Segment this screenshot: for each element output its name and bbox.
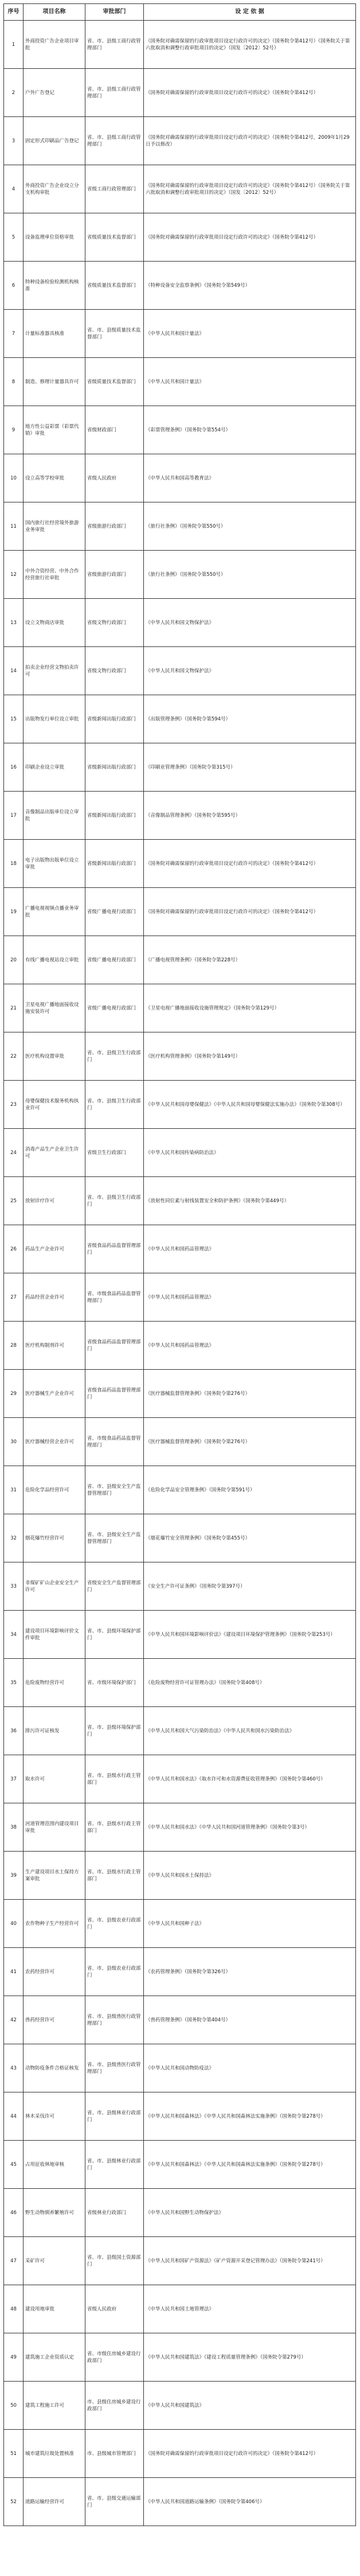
row-dept: 省、市、县级卫生行政部门: [85, 1177, 144, 1225]
row-basis: 《中华人民共和国野生动物保护法》: [144, 2189, 356, 2237]
row-no: 41: [4, 1948, 24, 1996]
row-basis: 《安全生产许可证条例》（国务院令第397号）: [144, 1562, 356, 1611]
row-dept: 省级人民政府: [85, 2285, 144, 2333]
row-dept: 省、市级食品药品监督管理部门: [85, 1273, 144, 1322]
row-basis: 《中华人民共和国环境影响评价法》《建设项目环境保护管理条例》（国务院令第253号）: [144, 1611, 356, 1659]
row-name: 医疗器械生产企业许可: [24, 1370, 85, 1418]
table-row: [4, 262, 356, 310]
row-basis: 《国务院对确需保留的行政审批项目设定行政许可的决定》（国务院令第412号，2009年1月29日予以修改）: [144, 117, 356, 165]
table-row: [4, 1852, 356, 1900]
row-no: 23: [4, 1081, 24, 1129]
row-no: 29: [4, 1370, 24, 1418]
row-no: 2: [4, 69, 24, 117]
row-dept: 省、市、县级卫生行政部门: [85, 1032, 144, 1081]
row-name: 烟花爆竹经营许可: [24, 1514, 85, 1562]
row-dept: 省、市、县级兽医行政管理部门: [85, 1996, 144, 2044]
row-dept: 省级新闻出版行政部门: [85, 695, 144, 743]
row-dept: 省、市、县级国土资源部门: [85, 2237, 144, 2285]
row-no: 19: [4, 888, 24, 936]
row-name: 设立文物商店审批: [24, 599, 85, 647]
row-name: 医疗机构设置审批: [24, 1032, 85, 1081]
row-name: 建筑施工企业资质认定: [24, 2333, 85, 2382]
row-basis: 《中华人民共和国药品管理法》: [144, 1322, 356, 1370]
row-dept: 省、市、县级兽医行政管理部门: [85, 2044, 144, 2092]
row-basis: 《中华人民共和国药品管理法》: [144, 1273, 356, 1322]
row-no: 37: [4, 1755, 24, 1803]
row-name: 农药经营许可: [24, 1948, 85, 1996]
row-no: 32: [4, 1514, 24, 1562]
row-basis: 《农药管理条例》（国务院令第326号）: [144, 1948, 356, 1996]
row-basis: 《放射性同位素与射线装置安全和防护条例》（国务院令第449号）: [144, 1177, 356, 1225]
row-no: 36: [4, 1707, 24, 1755]
document: [3, 3, 355, 2526]
row-dept: 省、市、县级工商行政管理部门: [85, 21, 144, 69]
row-basis: 《中华人民共和国矿产资源法》《矿产资源开采登记管理办法》（国务院令第241号）: [144, 2237, 356, 2285]
table-row: [4, 1032, 356, 1081]
table-row: [4, 1803, 356, 1852]
table-row: [4, 2141, 356, 2189]
row-no: 25: [4, 1177, 24, 1225]
row-basis: 《广播电视管理条例》（国务院令第228号）: [144, 936, 356, 984]
row-name: 建设用地审批: [24, 2285, 85, 2333]
row-basis: 《中华人民共和国高等教育法》: [144, 454, 356, 502]
table-body: [4, 21, 356, 2526]
row-name: 建设项目环境影响评价文件审批: [24, 1611, 85, 1659]
row-basis: 《医疗机构管理条例》（国务院令第149号）: [144, 1032, 356, 1081]
table-row: [4, 502, 356, 551]
row-no: 9: [4, 406, 24, 454]
table-row: [4, 69, 356, 117]
row-dept: 省、市、县级农业行政部门: [85, 1900, 144, 1948]
row-dept: 省级广播电视行政部门: [85, 936, 144, 984]
table-row: [4, 406, 356, 454]
row-dept: 省、市、县级交通运输部门: [85, 2478, 144, 2526]
row-name: 取水许可: [24, 1755, 85, 1803]
row-basis: 《国务院对确需保留的行政审批项目设定行政许可的决定》（国务院令第412号）: [144, 2430, 356, 2478]
row-basis: 《音像制品管理条例》（国务院令第595号）: [144, 792, 356, 840]
row-no: 35: [4, 1659, 24, 1707]
row-name: 外商投资广告企业设立分支机构审批: [24, 165, 85, 213]
table-row: [4, 1129, 356, 1177]
row-no: 6: [4, 262, 24, 310]
table-row: [4, 1707, 356, 1755]
table-row: [4, 1659, 356, 1707]
table-row: [4, 1948, 356, 1996]
row-dept: 省、市、县级林业行政部门: [85, 2141, 144, 2189]
row-name: 特种设备检验检测机构核准: [24, 262, 85, 310]
row-dept: 省级文物行政部门: [85, 647, 144, 695]
table-row: [4, 1177, 356, 1225]
row-name: 广播电视视频点播业务审批: [24, 888, 85, 936]
row-name: 放射诊疗许可: [24, 1177, 85, 1225]
row-name: 兽药经营许可: [24, 1996, 85, 2044]
row-dept: 省、市、县级工商行政管理部门: [85, 69, 144, 117]
row-no: 47: [4, 2237, 24, 2285]
row-no: 44: [4, 2092, 24, 2141]
table-row: [4, 1418, 356, 1466]
header-name: 项目名称: [24, 4, 85, 21]
row-dept: 市、县级住房城乡建设行政部门: [85, 2382, 144, 2430]
row-no: 3: [4, 117, 24, 165]
header-dept: 审批部门: [85, 4, 144, 21]
row-basis: 《兽药管理条例》（国务院令第404号）: [144, 1996, 356, 2044]
row-dept: 省、市、县级环境保护部门: [85, 1611, 144, 1659]
table-row: [4, 454, 356, 502]
row-dept: 省、市、县级水行政主管部门: [85, 1852, 144, 1900]
table-row: [4, 21, 356, 69]
table-row: [4, 647, 356, 695]
row-name: 药品经营企业许可: [24, 1273, 85, 1322]
row-dept: 省级新闻出版行政部门: [85, 840, 144, 888]
table-row: [4, 840, 356, 888]
row-no: 40: [4, 1900, 24, 1948]
row-dept: 省级人民政府: [85, 454, 144, 502]
header-basis: 设 定 依 据: [144, 4, 356, 21]
row-basis: 《印刷业管理条例》（国务院令第315号）: [144, 743, 356, 792]
table-row: [4, 936, 356, 984]
row-basis: 《彩票管理条例》（国务院令第554号）: [144, 406, 356, 454]
table-header-row: [4, 4, 356, 21]
table-row: [4, 1322, 356, 1370]
row-name: 河道管理范围内建设项目审批: [24, 1803, 85, 1852]
row-no: 5: [4, 213, 24, 262]
row-name: 占用征收林地审核: [24, 2141, 85, 2189]
row-name: 制造、修理计量器具许可: [24, 358, 85, 406]
row-no: 31: [4, 1466, 24, 1514]
table-row: [4, 2044, 356, 2092]
row-basis: 《国务院对确需保留的行政审批项目设定行政许可的决定》（国务院令第412号）: [144, 69, 356, 117]
row-no: 26: [4, 1225, 24, 1273]
table-row: [4, 2285, 356, 2333]
row-name: 农作物种子生产经营许可: [24, 1900, 85, 1948]
row-basis: 《危险化学品安全管理条例》（国务院令第591号）: [144, 1466, 356, 1514]
row-no: 28: [4, 1322, 24, 1370]
row-dept: 省级质量技术监督部门: [85, 262, 144, 310]
table-row: [4, 1562, 356, 1611]
row-no: 38: [4, 1803, 24, 1852]
row-no: 34: [4, 1611, 24, 1659]
row-dept: 省级林业行政部门: [85, 2189, 144, 2237]
row-name: 设备监理单位资格审批: [24, 213, 85, 262]
row-dept: 省级质量技术监督部门: [85, 358, 144, 406]
row-basis: 《中华人民共和国种子法》: [144, 1900, 356, 1948]
row-name: 外商投资广告企业项目审批: [24, 21, 85, 69]
table-row: [4, 1466, 356, 1514]
table-row: [4, 310, 356, 358]
row-name: 消毒产品生产企业卫生许可: [24, 1129, 85, 1177]
row-no: 20: [4, 936, 24, 984]
row-no: 42: [4, 1996, 24, 2044]
row-dept: 省级工商行政管理部门: [85, 165, 144, 213]
row-no: 12: [4, 551, 24, 599]
row-no: 11: [4, 502, 24, 551]
row-basis: 《中华人民共和国水法》《中华人民共和国河道管理条例》（国务院令第3号）: [144, 1803, 356, 1852]
row-name: 印刷企业设立审批: [24, 743, 85, 792]
row-no: 51: [4, 2430, 24, 2478]
table-row: [4, 2237, 356, 2285]
table-row: [4, 695, 356, 743]
row-basis: 《出版管理条例》（国务院令第594号）: [144, 695, 356, 743]
row-dept: 省、市、县级林业行政部门: [85, 2092, 144, 2141]
row-dept: 省、市、县级工商行政管理部门: [85, 117, 144, 165]
table-row: [4, 165, 356, 213]
row-name: 中外合资经营、中外合作经营旅行社审批: [24, 551, 85, 599]
table-row: [4, 1081, 356, 1129]
table-row: [4, 358, 356, 406]
table-row: [4, 551, 356, 599]
row-basis: 《国务院对确需保留的行政审批项目设定行政许可的决定》（国务院令第412号）: [144, 888, 356, 936]
row-no: 21: [4, 984, 24, 1032]
row-dept: 省、市、县级安全生产监督管理部门: [85, 1466, 144, 1514]
table-row: [4, 1611, 356, 1659]
row-basis: 《中华人民共和国药品管理法》: [144, 1225, 356, 1273]
row-basis: 《中华人民共和国建筑法》: [144, 2382, 356, 2430]
row-basis: 《危险废物经营许可证管理办法》（国务院令第408号）: [144, 1659, 356, 1707]
row-name: 有线广播电视站设立审批: [24, 936, 85, 984]
row-basis: 《旅行社条例》（国务院令第550号）: [144, 502, 356, 551]
table-row: [4, 888, 356, 936]
row-dept: 省级文物行政部门: [85, 599, 144, 647]
row-name: 野生动物驯养繁殖许可: [24, 2189, 85, 2237]
row-name: 动物防疫条件合格证核发: [24, 2044, 85, 2092]
row-name: 母婴保健技术服务机构执业许可: [24, 1081, 85, 1129]
row-name: 道路运输经营许可: [24, 2478, 85, 2526]
row-basis: 《中华人民共和国建筑法》《建设工程质量管理条例》（国务院令第279号）: [144, 2333, 356, 2382]
row-basis: 《中华人民共和国计量法》: [144, 310, 356, 358]
row-no: 10: [4, 454, 24, 502]
row-no: 45: [4, 2141, 24, 2189]
row-no: 48: [4, 2285, 24, 2333]
row-no: 33: [4, 1562, 24, 1611]
row-dept: 省级旅游行政部门: [85, 502, 144, 551]
table-row: [4, 743, 356, 792]
table-row: [4, 1370, 356, 1418]
row-dept: 省级广播电视行政部门: [85, 984, 144, 1032]
row-dept: 省、市、县级水行政主管部门: [85, 1803, 144, 1852]
row-dept: 省、市、县级水行政主管部门: [85, 1755, 144, 1803]
row-name: 计量标准器具核准: [24, 310, 85, 358]
row-dept: 省级安全生产监督管理部门: [85, 1562, 144, 1611]
row-basis: 《中华人民共和国传染病防治法》: [144, 1129, 356, 1177]
row-basis: 《卫星电视广播地面接收设施管理规定》（国务院令第129号）: [144, 984, 356, 1032]
row-name: 排污许可证核发: [24, 1707, 85, 1755]
row-basis: 《中华人民共和国母婴保健法》《中华人民共和国母婴保健法实施办法》（国务院令第308号）: [144, 1081, 356, 1129]
row-basis: 《烟花爆竹安全管理条例》（国务院令第455号）: [144, 1514, 356, 1562]
row-no: 49: [4, 2333, 24, 2382]
row-basis: 《中华人民共和国森林法》《中华人民共和国森林法实施条例》（国务院令第278号）: [144, 2092, 356, 2141]
table-row: [4, 599, 356, 647]
row-no: 24: [4, 1129, 24, 1177]
table-row: [4, 2478, 356, 2526]
row-name: 电子出版物出版单位设立审批: [24, 840, 85, 888]
row-no: 52: [4, 2478, 24, 2526]
row-basis: 《中华人民共和国大气污染防治法》《中华人民共和国水污染防治法》: [144, 1707, 356, 1755]
row-basis: 《医疗器械监督管理条例》（国务院令第276号）: [144, 1418, 356, 1466]
table-row: [4, 2382, 356, 2430]
row-name: 国内旅行社经营境外旅游业务审批: [24, 502, 85, 551]
row-no: 1: [4, 21, 24, 69]
row-dept: 省、市、县级质量技术监督部门: [85, 310, 144, 358]
row-dept: 省级食品药品监督管理部门: [85, 1322, 144, 1370]
row-basis: 《中华人民共和国森林法》《中华人民共和国森林法实施条例》（国务院令第278号）: [144, 2141, 356, 2189]
row-dept: 市、县级城市管理部门: [85, 2430, 144, 2478]
row-basis: 《国务院对确需保留的行政审批项目设定行政许可的决定》（国务院令第412号）: [144, 213, 356, 262]
row-no: 17: [4, 792, 24, 840]
table-row: [4, 213, 356, 262]
row-name: 非煤矿矿山企业安全生产许可: [24, 1562, 85, 1611]
row-name: 林木采伐许可: [24, 2092, 85, 2141]
row-basis: 《国务院对确需保留的行政审批项目设定行政许可的决定》（国务院令第412号）《国务院关于第六批取消和调整行政审批项目的决定》（国发〔2012〕52号）: [144, 21, 356, 69]
row-basis: 《中华人民共和国土地管理法》: [144, 2285, 356, 2333]
row-no: 16: [4, 743, 24, 792]
row-dept: 省级广播电视行政部门: [85, 888, 144, 936]
row-dept: 省、市级环境保护部门: [85, 1659, 144, 1707]
row-name: 危险化学品经营许可: [24, 1466, 85, 1514]
row-name: 卫星电视广播地面接收设施安装许可: [24, 984, 85, 1032]
row-dept: 省级新闻出版行政部门: [85, 792, 144, 840]
row-name: 采矿许可: [24, 2237, 85, 2285]
row-dept: 省、市、县级农业行政部门: [85, 1948, 144, 1996]
row-name: 药品生产企业许可: [24, 1225, 85, 1273]
table-row: [4, 1755, 356, 1803]
row-no: 39: [4, 1852, 24, 1900]
table-row: [4, 1225, 356, 1273]
row-no: 15: [4, 695, 24, 743]
table-row: [4, 117, 356, 165]
table-row: [4, 2092, 356, 2141]
row-dept: 省、市级食品药品监督管理部门: [85, 1418, 144, 1466]
table-row: [4, 2333, 356, 2382]
row-no: 13: [4, 599, 24, 647]
row-name: 音像制品出版单位设立审批: [24, 792, 85, 840]
row-name: 地方性公益彩票（彩票代销）审批: [24, 406, 85, 454]
row-no: 8: [4, 358, 24, 406]
table-row: [4, 1514, 356, 1562]
row-no: 18: [4, 840, 24, 888]
row-basis: 《特种设备安全监察条例》（国务院令第549号）: [144, 262, 356, 310]
row-name: 生产建设项目水土保持方案审批: [24, 1852, 85, 1900]
table-row: [4, 792, 356, 840]
row-no: 4: [4, 165, 24, 213]
approval-table: [3, 3, 356, 2526]
row-name: 拍卖企业经营文物拍卖许可: [24, 647, 85, 695]
row-dept: 省级财政部门: [85, 406, 144, 454]
row-basis: 《中华人民共和国道路运输条例》（国务院令第406号）: [144, 2478, 356, 2526]
row-dept: 省级新闻出版行政部门: [85, 743, 144, 792]
table-row: [4, 2189, 356, 2237]
row-dept: 省、市、县级环境保护部门: [85, 1707, 144, 1755]
row-basis: 《国务院对确需保留的行政审批项目设定行政许可的决定》（国务院令第412号）《国务院关于第六批取消和调整行政审批项目的决定》（国发〔2012〕52号）: [144, 165, 356, 213]
row-basis: 《中华人民共和国文物保护法》: [144, 599, 356, 647]
row-dept: 省级质量技术监督部门: [85, 213, 144, 262]
row-name: 医疗机构制剂许可: [24, 1322, 85, 1370]
row-no: 14: [4, 647, 24, 695]
row-no: 30: [4, 1418, 24, 1466]
row-no: 50: [4, 2382, 24, 2430]
row-name: 固定形式印刷品广告登记: [24, 117, 85, 165]
row-dept: 省、市、县级安全生产监督管理部门: [85, 1514, 144, 1562]
row-basis: 《旅行社条例》（国务院令第550号）: [144, 551, 356, 599]
row-basis: 《中华人民共和国文物保护法》: [144, 647, 356, 695]
row-name: 建筑工程施工许可: [24, 2382, 85, 2430]
table-row: [4, 1273, 356, 1322]
row-basis: 《医疗器械监督管理条例》（国务院令第276号）: [144, 1370, 356, 1418]
row-dept: 省级食品药品监督管理部门: [85, 1225, 144, 1273]
row-name: 设立高等学校审批: [24, 454, 85, 502]
row-name: 户外广告登记: [24, 69, 85, 117]
row-dept: 省级卫生行政部门: [85, 1129, 144, 1177]
table-row: [4, 984, 356, 1032]
row-name: 危险废物经营许可: [24, 1659, 85, 1707]
table-row: [4, 2430, 356, 2478]
row-no: 27: [4, 1273, 24, 1322]
row-name: 医疗器械经营企业许可: [24, 1418, 85, 1466]
row-name: 城市建筑垃圾处置核准: [24, 2430, 85, 2478]
row-name: 出版物发行单位设立审批: [24, 695, 85, 743]
table-row: [4, 1900, 356, 1948]
row-basis: 《国务院对确需保留的行政审批项目设定行政许可的决定》（国务院令第412号）: [144, 840, 356, 888]
row-basis: 《中华人民共和国计量法》: [144, 358, 356, 406]
row-dept: 省、市、县级卫生行政部门: [85, 1081, 144, 1129]
row-basis: 《中华人民共和国水土保持法》: [144, 1852, 356, 1900]
row-no: 43: [4, 2044, 24, 2092]
row-no: 7: [4, 310, 24, 358]
header-no: 序号: [4, 4, 24, 21]
row-dept: 省级食品药品监督管理部门: [85, 1370, 144, 1418]
table-row: [4, 1996, 356, 2044]
row-dept: 省级旅游行政部门: [85, 551, 144, 599]
row-basis: 《中华人民共和国动物防疫法》: [144, 2044, 356, 2092]
row-no: 46: [4, 2189, 24, 2237]
row-no: 22: [4, 1032, 24, 1081]
row-basis: 《中华人民共和国水法》《取水许可和水资源费征收管理条例》（国务院令第460号）: [144, 1755, 356, 1803]
row-dept: 省、市级住房城乡建设行政部门: [85, 2333, 144, 2382]
